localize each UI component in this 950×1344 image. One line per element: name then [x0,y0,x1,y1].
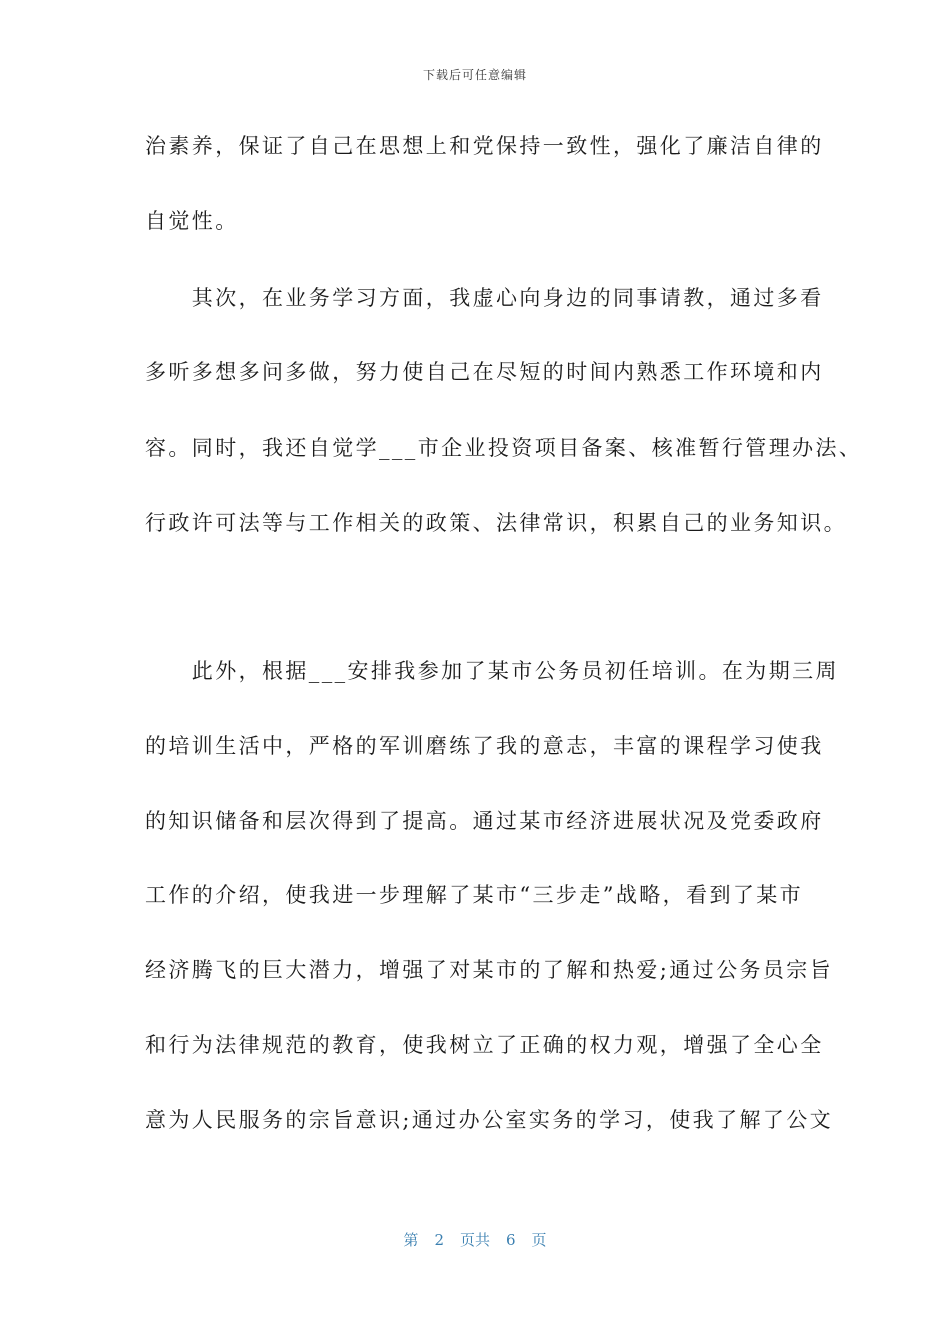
footer-page-prefix: 第 [403,1231,419,1249]
footer-total-pages: 6 [506,1231,516,1249]
body-line-3: 其次，在业务学习方面，我虚心向身边的同事请教，通过多看 [145,286,824,310]
page-header: 下载后可任意编辑 [422,68,527,82]
body-line-11: 经济腾飞的巨大潜力，增强了对某市的了解和热爱;通过公务员宗旨 [145,958,834,982]
body-line-6: 行政许可法等与工作相关的政策、法律常识，积累自己的业务知识。 [145,511,847,535]
footer-page-suffix: 页 [531,1231,547,1249]
body-line-12: 和行为法律规范的教育，使我树立了正确的权力观，增强了全心全 [145,1033,824,1057]
body-line-4: 多听多想多问多做，努力使自己在尽短的时间内熟悉工作环境和内 [145,360,824,384]
body-line-13: 意为人民服务的宗旨意识;通过办公室实务的学习，使我了解了公文 [145,1108,834,1132]
body-line-1: 治素养，保证了自己在思想上和党保持一致性，强化了廉洁自律的 [145,134,824,158]
body-line-9: 的知识储备和层次得到了提高。通过某市经济进展状况及党委政府 [145,809,824,833]
footer-page-mid: 页共 [459,1231,490,1249]
body-line-2: 自觉性。 [145,209,239,233]
body-line-5: 容。同时，我还自觉学___市企业投资项目备案、核准暂行管理办法、 [145,436,863,460]
body-line-8: 的培训生活中，严格的军训磨练了我的意志，丰富的课程学习使我 [145,734,824,758]
page-footer [0,1229,950,1250]
footer-current-page: 2 [434,1231,444,1249]
body-line-10: 工作的介绍，使我进一步理解了某市“三步走”战略，看到了某市 [145,883,804,907]
body-line-7: 此外，根据___安排我参加了某市公务员初任培训。在为期三周 [145,659,839,683]
